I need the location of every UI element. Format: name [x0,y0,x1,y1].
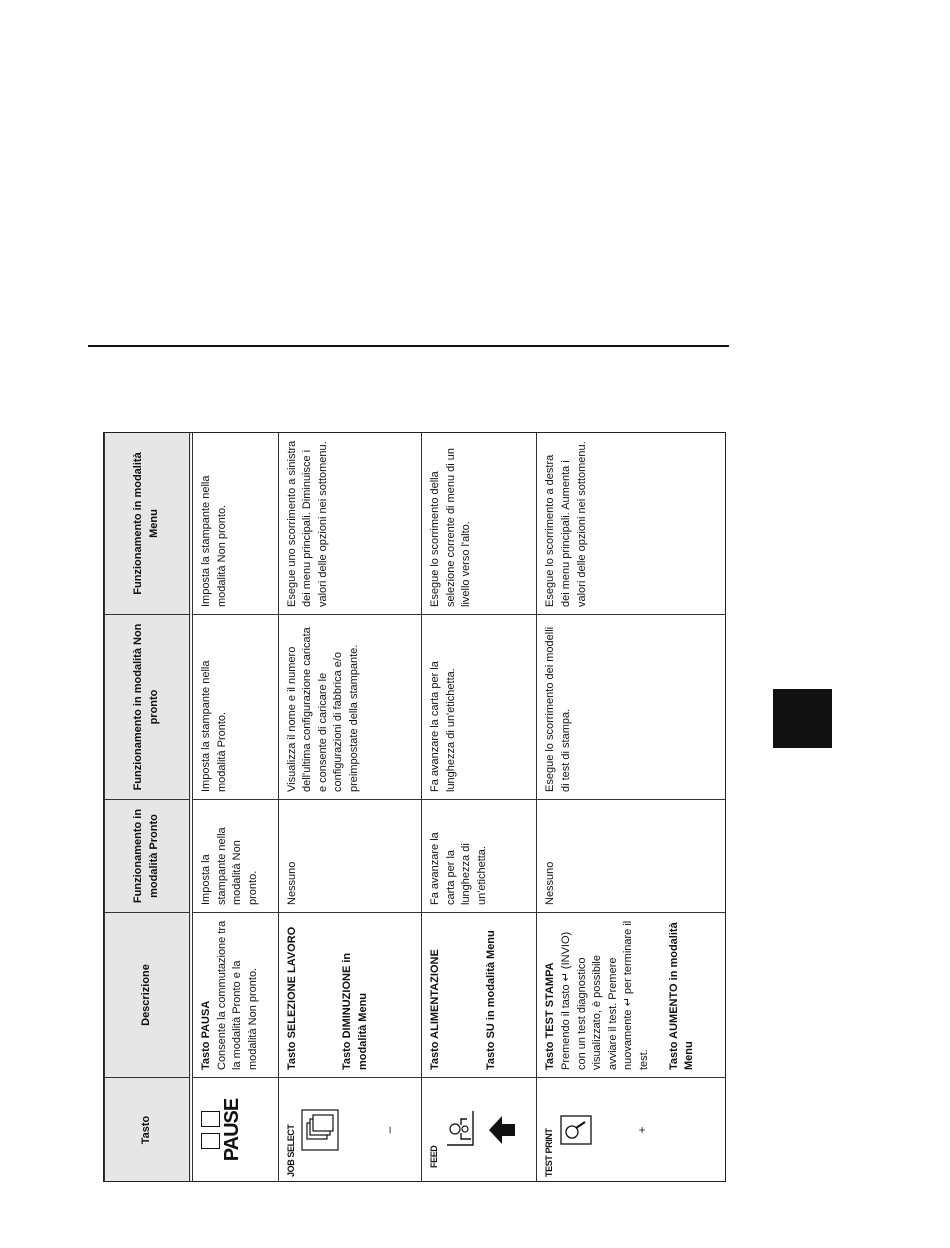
notready-cell: Imposta la stampante nella modalità Pronto. [191,615,278,800]
feed-icon [443,1107,477,1153]
table-row [191,433,278,1183]
key-secondary-title: Tasto DIMINUZIONE in modalità Menu [341,952,369,1070]
keys-table [104,432,726,1182]
plus-label: + [635,1126,650,1134]
key-cell [191,1078,278,1183]
test-print-key-label: TEST PRINT [544,1128,555,1177]
description-cell [278,913,422,1078]
header-description: Descrizione [105,913,192,1078]
header-key: Tasto [105,1078,192,1183]
key-title: Tasto SELEZIONE LAVORO [285,926,298,1070]
pause-key-label: PAUSE [221,1098,243,1162]
notready-cell: Fa avanzare la carta per la lunghezza di un'etichetta. [422,615,537,800]
table-row [422,433,537,1183]
key-secondary-title: Tasto AUMENTO in modalità Menu [667,922,696,1070]
key-description: Premendo il tasto ↵ (INVIO) con un test diagnostico visualizzato, è possibile avviare il test. Premere nuovamente ↵ per terminare il test. [559,920,650,1070]
menu-cell: Esegue lo scorrimento della selezione corrente di menu di un livello verso l'alto. [422,433,537,615]
key-secondary-title: Tasto SU in modalità Menu [484,930,497,1070]
ready-cell: Imposta la stampante nella modalità Non pronto. [191,800,278,913]
key-title: Tasto PAUSA [200,1000,212,1070]
keys-table-frame [103,432,726,1182]
test-print-icon [558,1110,594,1150]
up-arrow-icon [487,1113,517,1147]
notready-cell: Esegue lo scorrimento dei modelli di test di stampa. [537,615,726,800]
menu-cell: Imposta la stampante nella modalità Non pronto. [191,433,278,615]
feed-key-label: FEED [429,1145,440,1168]
section-tab-marker [773,689,832,748]
ready-cell: Fa avanzare la carta per la lunghezza di un'etichetta. [422,800,537,913]
description-cell [537,913,726,1078]
description-cell [422,913,537,1078]
header-notready-mode: Funzionamento in modalità Non pronto [105,615,192,800]
notready-cell: Visualizza il nome e il numero dell'ultima configurazione caricata e consente di caricare le configurazioni di fabbrica e/o preimpostate della stampante. [278,615,422,800]
key-description: Consente la commutazione tra la modalità Pronto e la modalità Non pronto. [215,920,259,1070]
job-select-icon [299,1107,341,1153]
table-row [537,433,726,1183]
key-cell [278,1078,422,1183]
header-menu-mode: Funzionamento in modalità Menu [105,433,192,615]
key-title: Tasto ALIMENTAZIONE [429,949,442,1070]
ready-cell: Nessuno [537,800,726,913]
key-title: Tasto TEST STAMPA [544,962,557,1070]
pause-icon [199,1080,242,1180]
table-header-row [105,433,192,1183]
minus-label: – [382,1126,397,1134]
table-row [278,433,422,1183]
menu-cell: Esegue uno scorrimento a sinistra dei menu principali. Diminuisce i valori delle opzioni nei sottomenu. [278,433,422,615]
job-select-key-label: JOB SELECT [285,1124,296,1177]
key-cell [422,1078,537,1183]
header-ready-mode: Funzionamento in modalità Pronto [105,800,192,913]
description-cell [191,913,278,1078]
key-cell [537,1078,726,1183]
menu-cell: Esegue lo scorrimento a destra dei menu principali. Aumenta i valori delle opzioni nei sottomenu. [537,433,726,615]
ready-cell: Nessuno [278,800,422,913]
header-rule [88,345,729,347]
